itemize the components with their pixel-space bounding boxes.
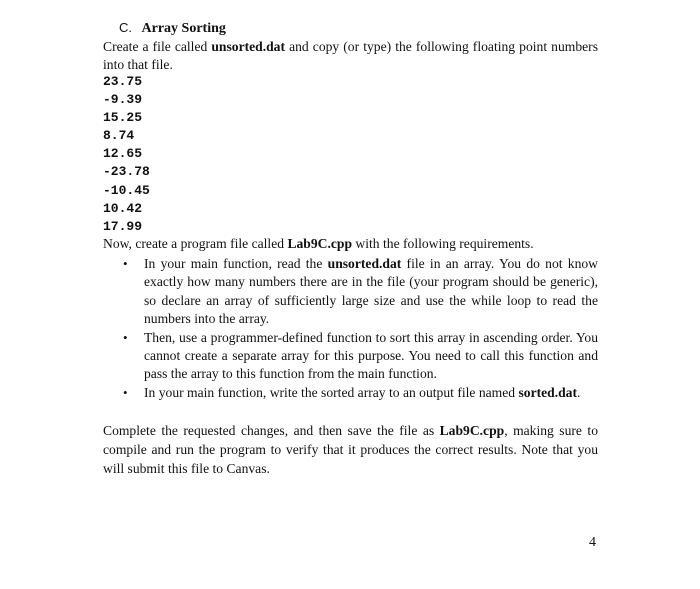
req3-text-1: In your main function, write the sorted array to an output file named (144, 384, 519, 400)
intro-text-2: and copy (or type) the following floating point numbers into that file. (103, 39, 598, 72)
page-number: 4 (589, 535, 596, 550)
requirement-item (123, 384, 598, 402)
req1-text-2: file in an array. You do not know exactly how many numbers there are in the file (your program should be generic), so declare an array of sufficiently large size and use the while loop to read the numbers into the array. (144, 256, 598, 327)
req3-text-2: . (577, 384, 581, 400)
now-text-1: Now, create a program file called (103, 236, 288, 251)
section-title: Array Sorting (141, 21, 226, 36)
closing-paragraph (103, 421, 598, 478)
bullet: • (123, 329, 128, 345)
bullet: • (123, 256, 128, 271)
closing-filename: Lab9C.cpp (439, 423, 505, 438)
req1-filename: unsorted.dat (327, 256, 402, 271)
now-text-2: with the following requirements. (352, 236, 534, 251)
requirements-list (123, 255, 598, 402)
number-item: 23.75 (103, 74, 143, 89)
section-number: C. (119, 20, 132, 35)
requirement-item (123, 329, 598, 384)
number-item: 8.74 (103, 128, 135, 144)
number-item: 12.65 (103, 146, 143, 162)
req1-text-1: In your main function, read the (144, 256, 328, 271)
section-heading (119, 19, 226, 38)
number-item: 17.99 (103, 218, 143, 234)
closing-text-1: Complete the requested changes, and then save the file as (103, 423, 440, 438)
number-item: -23.78 (103, 164, 150, 180)
requirement-item (123, 255, 598, 329)
intro-filename: unsorted.dat (211, 39, 286, 54)
closing-text-2: , making sure to compile and run the program to verify that it produces the correct results. Note that you will submit this file to Canvas. (103, 423, 598, 476)
number-item: 15.25 (103, 110, 143, 126)
requirements-intro (103, 235, 598, 253)
number-item: -9.39 (103, 92, 143, 108)
number-item: -10.45 (103, 182, 150, 198)
bullet: • (123, 384, 128, 400)
intro-paragraph (103, 38, 598, 74)
now-filename: Lab9C.cpp (287, 236, 353, 251)
number-list (103, 73, 150, 236)
req2-text: Then, use a programmer-defined function to sort this array in ascending order. You cannot create a separate array for this purpose. You need to call this function and pass the array to this function from the main function. (144, 329, 598, 382)
req3-filename: sorted.dat (518, 384, 578, 400)
intro-text-1: Create a file called (103, 39, 212, 54)
number-item: 10.42 (103, 200, 143, 216)
